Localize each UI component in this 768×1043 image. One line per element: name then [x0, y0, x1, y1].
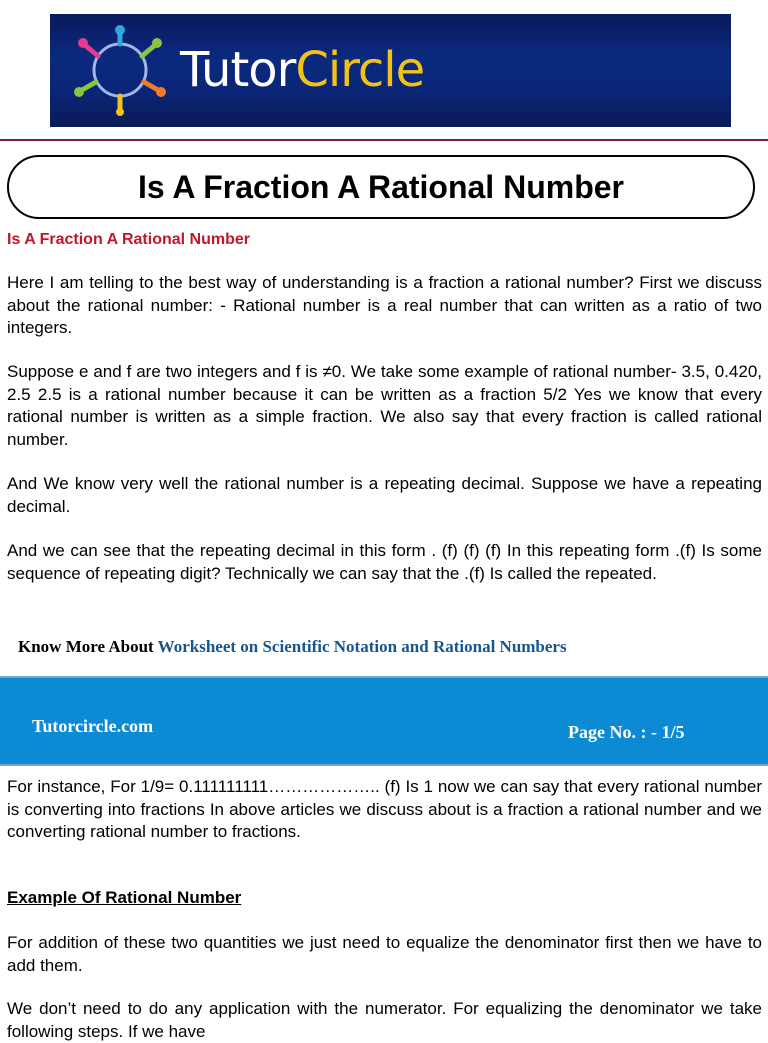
- paragraph-4: And we can see that the repeating decimal in this form . (f) (f) (f) In this repeating form .(f) Is some sequence of repeating digit? Technically we can say that the .(f) Is called the repeated.: [7, 541, 762, 583]
- brand-part-1: Tutor: [180, 42, 296, 98]
- paragraph-2: Suppose e and f are two integers and f is ≠0. We take some example of rational number- 3.5, 0.420, 2.5 2.5 is a rational number because it can be written as a fraction 5/2 Yes we know that every rational number is written as a simple fraction. We also say that every fraction is called rational number.: [7, 362, 762, 449]
- know-more-link[interactable]: Worksheet on Scientific Notation and Rational Numbers: [157, 637, 567, 656]
- page-number: Page No. : - 1/5: [568, 722, 685, 742]
- example-paragraph-2: We don’t need to do any application with the numerator. For equalizing the denominator we take following steps. If we have: [7, 999, 762, 1041]
- page-title: Is A Fraction A Rational Number: [138, 168, 624, 205]
- article-subtitle: Is A Fraction A Rational Number: [7, 231, 250, 248]
- title-box: [7, 155, 755, 219]
- brand-part-2: Circle: [295, 42, 425, 98]
- header-banner: [50, 14, 731, 127]
- tutorcircle-logo-icon: [72, 24, 168, 116]
- footer-site[interactable]: Tutorcircle.com: [32, 716, 154, 736]
- example-heading: Example Of Rational Number: [7, 888, 242, 907]
- brand-wordmark: [180, 42, 424, 98]
- paragraph-1: Here I am telling to the best way of understanding is a fraction a rational number? First we discuss about the rational number: - Rational number is a real number that can written as a ratio of two integers.: [7, 273, 762, 337]
- paragraph-3: And We know very well the rational number is a repeating decimal. Suppose we have a repeating decimal.: [7, 474, 762, 516]
- know-more-line: [18, 637, 567, 657]
- paragraph-page2: For instance, For 1/9= 0.111111111……………….. (f) Is 1 now we can say that every rational number is converting into fractions In above articles we discuss about is a fraction a rational number and we converting rational number to fractions.: [7, 777, 762, 841]
- header-divider: [0, 139, 768, 141]
- example-paragraph-1: For addition of these two quantities we just need to equalize the denominator first then we have to add them.: [7, 933, 762, 975]
- know-more-prefix: Know More About: [18, 637, 158, 656]
- page-footer: [0, 676, 768, 766]
